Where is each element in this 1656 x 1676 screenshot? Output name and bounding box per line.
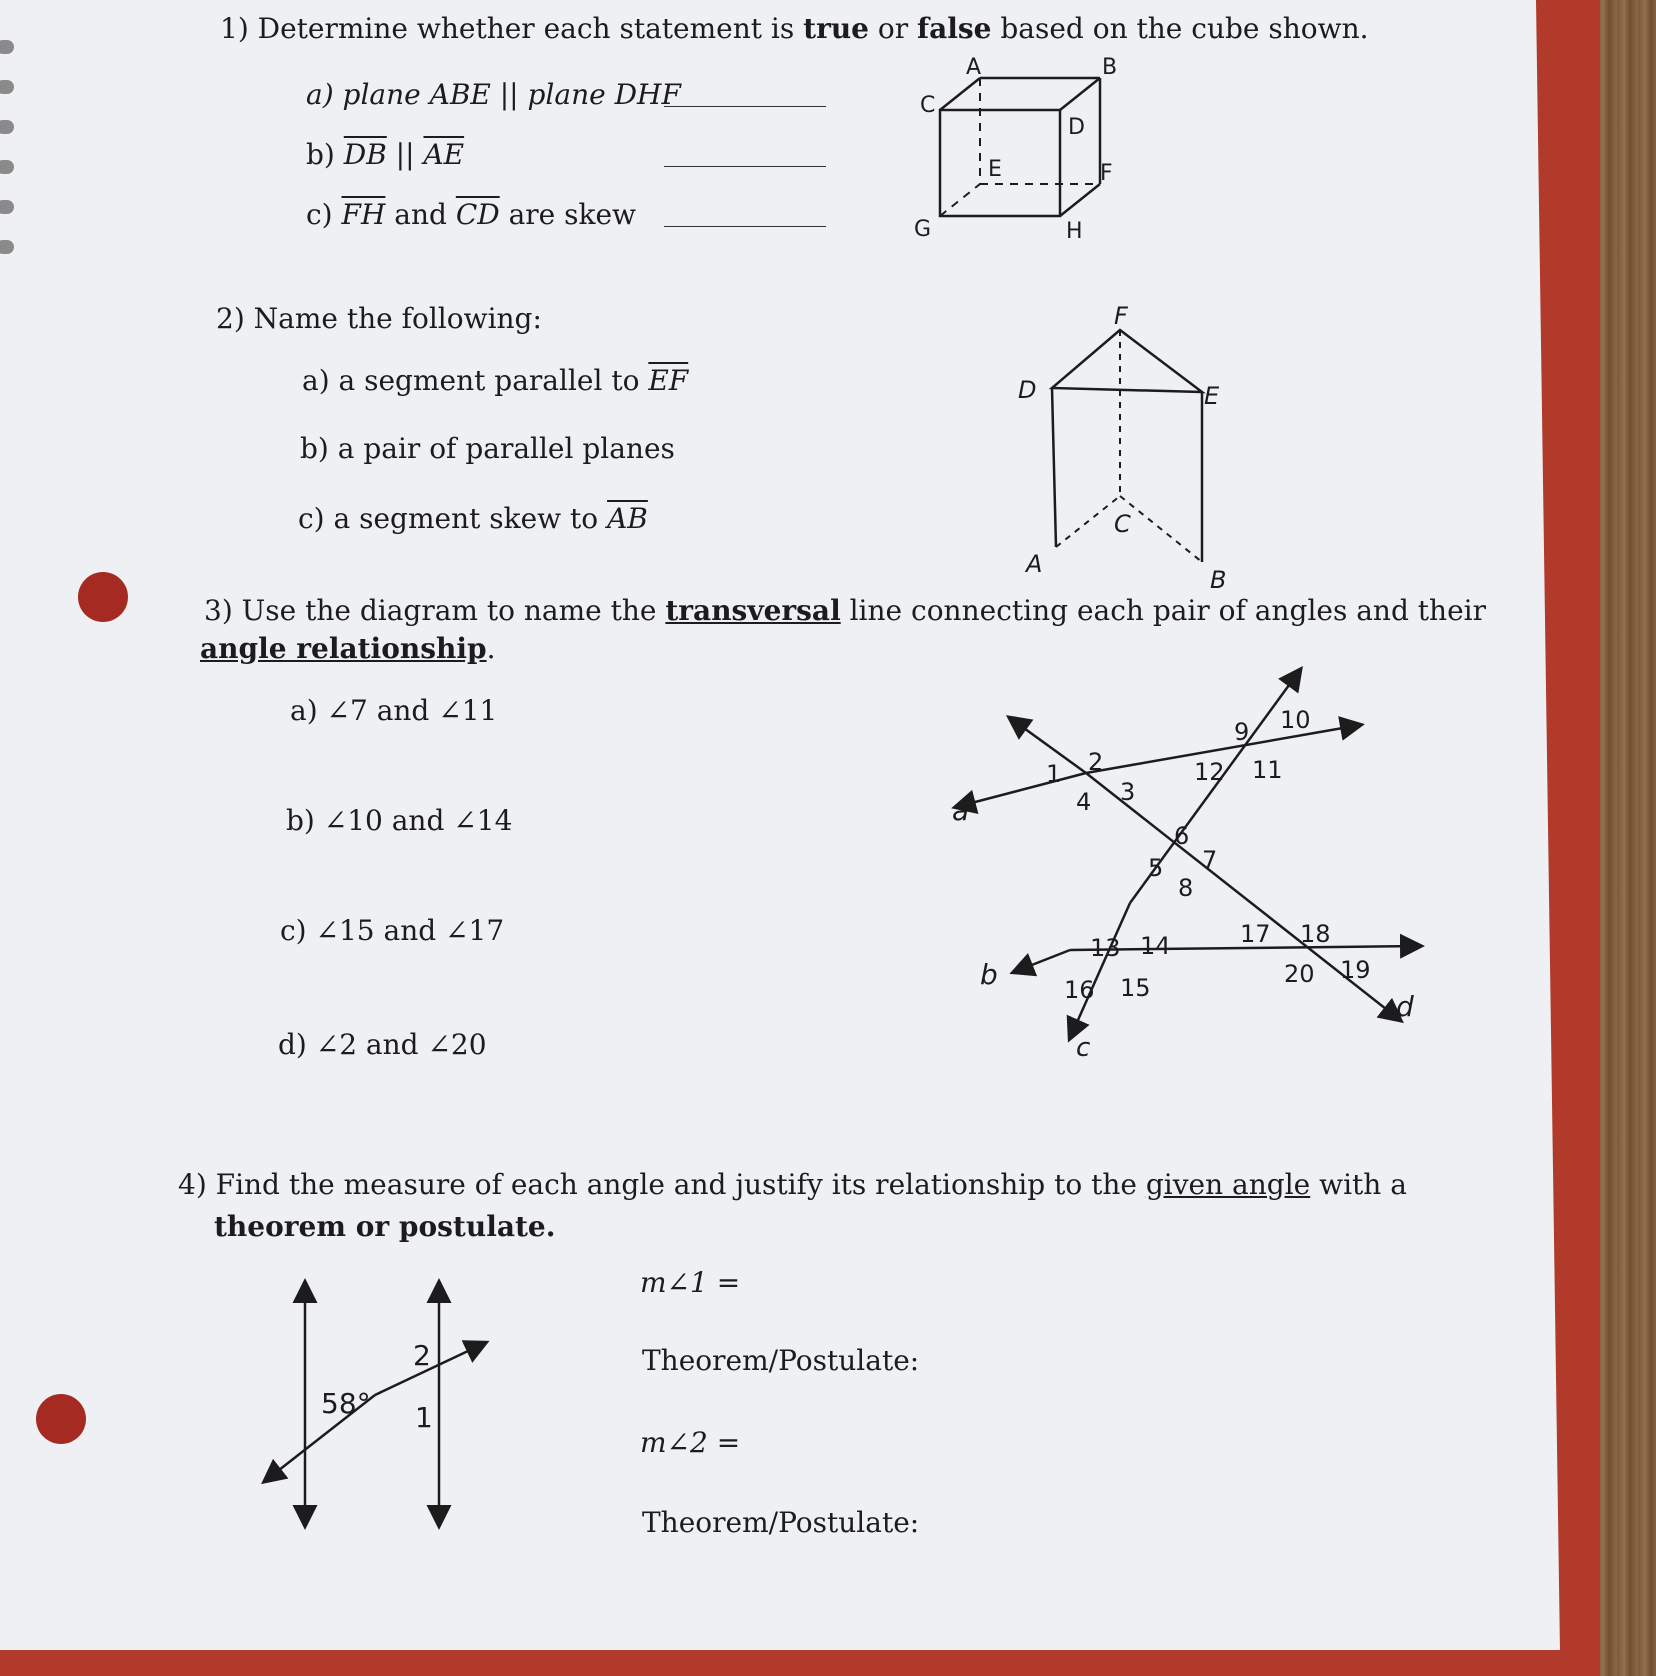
cube-label-f: F — [1100, 161, 1113, 186]
prism-label-c: C — [1114, 510, 1131, 538]
angle-12: 12 — [1194, 758, 1225, 786]
cube-label-a: A — [966, 55, 982, 80]
cube-label-e: E — [988, 157, 1002, 182]
q1-item-c: c) $\overline{FH}$ and $\overline{CD}$ are skew — [306, 198, 637, 231]
answer-blank-c[interactable] — [664, 226, 826, 227]
angle-2-label: 2 — [413, 1339, 431, 1372]
prism-label-f: F — [1114, 302, 1128, 330]
spiral-ring — [0, 80, 14, 94]
prism-diagram — [1010, 300, 1260, 594]
line-label-c: c — [1076, 1033, 1091, 1063]
q3-item-b: b) ∠10 and ∠14 — [286, 804, 513, 837]
angle-14: 14 — [1140, 932, 1171, 960]
q3-item-c: c) ∠15 and ∠17 — [280, 914, 505, 947]
line-b — [1014, 950, 1070, 972]
angle-5: 5 — [1148, 854, 1164, 882]
q4-prompt-line2: theorem or postulate. — [214, 1210, 556, 1243]
q3-prompt-line2: angle relationship. — [200, 632, 496, 665]
spiral-ring — [0, 40, 14, 54]
prism-label-e: E — [1204, 382, 1220, 410]
m-angle-1: m∠1 = — [640, 1266, 741, 1299]
angle-20: 20 — [1284, 960, 1315, 988]
line-label-b: b — [980, 958, 998, 991]
cube-diagram — [900, 55, 1150, 250]
answer-blank-b[interactable] — [664, 166, 826, 167]
angle-3: 3 — [1120, 778, 1136, 806]
angle-18: 18 — [1300, 920, 1331, 948]
spiral-ring — [0, 160, 14, 174]
angle-17: 17 — [1240, 920, 1271, 948]
spiral-ring — [0, 240, 14, 254]
transversal-diagram — [940, 660, 1440, 1080]
angle-2: 2 — [1088, 748, 1104, 776]
angle-16: 16 — [1064, 976, 1095, 1004]
angle-19: 19 — [1340, 956, 1371, 984]
q2-item-a: a) a segment parallel to $\overline{EF}$ — [302, 364, 689, 397]
line-label-a: a — [952, 794, 970, 827]
angle-9: 9 — [1234, 718, 1250, 746]
answer-blank-a[interactable] — [664, 106, 826, 107]
prism-label-d: D — [1018, 376, 1037, 404]
cube-label-g: G — [914, 217, 932, 242]
angle-10: 10 — [1280, 706, 1311, 734]
q2-title: 2) Name the following: — [216, 302, 542, 335]
q1-prompt: 1) Determine whether each statement is true or false based on the cube shown. — [220, 12, 1369, 45]
given-angle: 58° — [321, 1387, 371, 1420]
angle-4: 4 — [1076, 788, 1092, 816]
q1-item-a: a) plane ABE || plane DHF — [306, 78, 681, 111]
line-label-d: d — [1396, 990, 1414, 1023]
q4-prompt: 4) Find the measure of each angle and justify its relationship to the given angle with a — [178, 1168, 1407, 1201]
q3-prompt: 3) Use the diagram to name the transversal line connecting each pair of angles and their — [204, 594, 1486, 627]
punched-hole — [36, 1394, 86, 1444]
prism-label-a: A — [1026, 550, 1043, 578]
cube-label-d: D — [1068, 115, 1085, 140]
q1-item-b: b) $\overline{DB}$ || $\overline{AE}$ — [306, 138, 465, 171]
cube-label-h: H — [1066, 219, 1083, 244]
q2-item-b: b) a pair of parallel planes — [300, 432, 675, 465]
line-a — [956, 773, 1086, 807]
cube-label-b: B — [1102, 55, 1118, 80]
spiral-ring — [0, 200, 14, 214]
theorem-postulate-2[interactable]: Theorem/Postulate: — [642, 1506, 920, 1539]
q2-item-c: c) a segment skew to $\overline{AB}$ — [298, 502, 648, 535]
angle-15: 15 — [1120, 974, 1151, 1002]
line-c — [1070, 903, 1130, 1038]
angle-1-label: 1 — [415, 1401, 433, 1434]
angle-13: 13 — [1090, 934, 1121, 962]
spiral-ring — [0, 120, 14, 134]
angle-1: 1 — [1046, 760, 1062, 788]
angle-6: 6 — [1174, 822, 1190, 850]
q3-item-a: a) ∠7 and ∠11 — [290, 694, 498, 727]
theorem-postulate-1[interactable]: Theorem/Postulate: — [642, 1344, 920, 1377]
prism-label-b: B — [1210, 566, 1227, 594]
angle-8: 8 — [1178, 874, 1194, 902]
angle-11: 11 — [1252, 756, 1283, 784]
punched-hole — [78, 572, 128, 622]
m-angle-2: m∠2 = — [640, 1426, 741, 1459]
cube-label-c: C — [920, 93, 936, 118]
q3-item-d: d) ∠2 and ∠20 — [278, 1028, 487, 1061]
parallel-lines-diagram — [255, 1275, 505, 1535]
angle-7: 7 — [1202, 846, 1218, 874]
